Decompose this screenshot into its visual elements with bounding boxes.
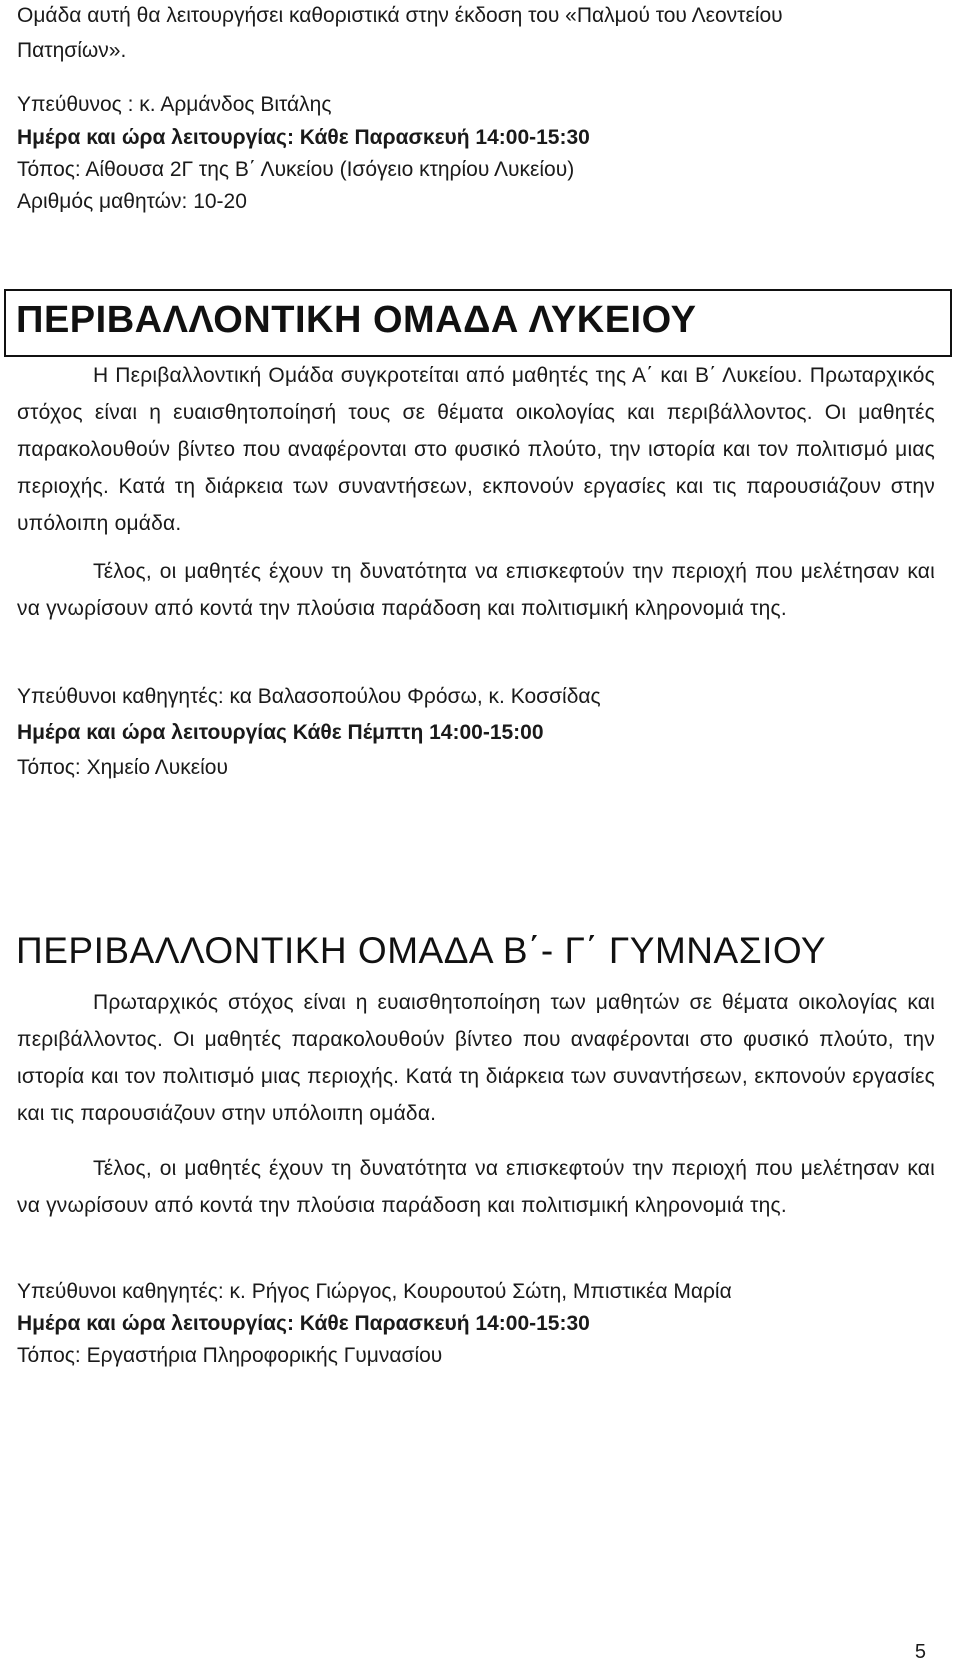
gymnasium-section-title: ΠΕΡΙΒΑΛΛΟΝΤΙΚΗ ΟΜΑΔΑ Β΄- Γ΄ ΓΥΜΝΑΣΙΟΥ xyxy=(16,930,827,971)
lyceum-schedule: Ημέρα και ώρα λειτουργίας Κάθε Πέμπτη 14:00-15:00 xyxy=(17,721,544,744)
intro-schedule: Ημέρα και ώρα λειτουργίας: Κάθε Παρασκευή 14:00-15:30 xyxy=(17,126,590,149)
intro-responsible: Υπεύθυνος : κ. Αρμάνδος Βιτάλης xyxy=(17,93,332,116)
intro-line-2: Πατησίων». xyxy=(17,39,127,62)
intro-location: Τόπος: Αίθουσα 2Γ της Β΄ Λυκείου (Ισόγειο κτηρίου Λυκείου) xyxy=(17,158,575,181)
gymnasium-paragraph-1: Πρωταρχικός στόχος είναι η ευαισθητοποίηση των μαθητών σε θέματα οικολογίας και περιβάλλοντος. Οι μαθητές παρακολουθούν βίντεο που αναφέρονται στο φυσικό πλούτο, την ιστορία και τον πολιτισμό μιας περιοχής. Κατά τη διάρκεια των συναντήσεων, εκπονούν εργασίες και τις παρουσιάζουν στην υπόλοιπη ομάδα. xyxy=(17,991,935,1125)
lyceum-section-title: ΠΕΡΙΒΑΛΛΟΝΤΙΚΗ ΟΜΑΔΑ ΛΥΚΕΙΟΥ xyxy=(16,299,697,341)
lyceum-paragraph-1: Η Περιβαλλοντική Ομάδα συγκροτείται από μαθητές της Α΄ και Β΄ Λυκείου. Πρωταρχικός στόχος είναι η ευαισθητοποίησή τους σε θέματα οικολογίας και περιβάλλοντος. Οι μαθητές παρακολουθούν βίντεο που αναφέρονται στο φυσικό πλούτο, την ιστορία και τον πολιτισμό μιας περιοχής. Κατά τη διάρκεια των συναντήσεων, εκπονούν εργασίες και τις παρουσιάζουν στην υπόλοιπη ομάδα. xyxy=(17,364,935,535)
lyceum-responsible: Υπεύθυνοι καθηγητές: κα Βαλασοπούλου Φρόσω, κ. Κοσσίδας xyxy=(17,685,601,708)
lyceum-paragraph-2: Τέλος, οι μαθητές έχουν τη δυνατότητα να επισκεφτούν την περιοχή που μελέτησαν και να γνωρίσουν από κοντά την πλούσια παράδοση και πολιτισμική κληρονομιά της. xyxy=(17,560,935,620)
gymnasium-location: Τόπος: Εργαστήρια Πληροφορικής Γυμνασίου xyxy=(17,1344,443,1367)
intro-line-1: Ομάδα αυτή θα λειτουργήσει καθοριστικά στην έκδοση του «Παλμού του Λεοντείου xyxy=(17,4,783,27)
lyceum-location: Τόπος: Χημείο Λυκείου xyxy=(17,756,228,779)
page-number: 5 xyxy=(914,1641,926,1663)
gymnasium-paragraph-2: Τέλος, οι μαθητές έχουν τη δυνατότητα να επισκεφτούν την περιοχή που μελέτησαν και να γνωρίσουν από κοντά την πλούσια παράδοση και πολιτισμική κληρονομιά της. xyxy=(17,1157,935,1217)
intro-students: Αριθμός μαθητών: 10-20 xyxy=(17,190,247,213)
gymnasium-schedule: Ημέρα και ώρα λειτουργίας: Κάθε Παρασκευή 14:00-15:30 xyxy=(17,1312,590,1335)
gymnasium-responsible: Υπεύθυνοι καθηγητές: κ. Ρήγος Γιώργος, Κουρουτού Σώτη, Μπιστικέα Μαρία xyxy=(17,1280,732,1303)
